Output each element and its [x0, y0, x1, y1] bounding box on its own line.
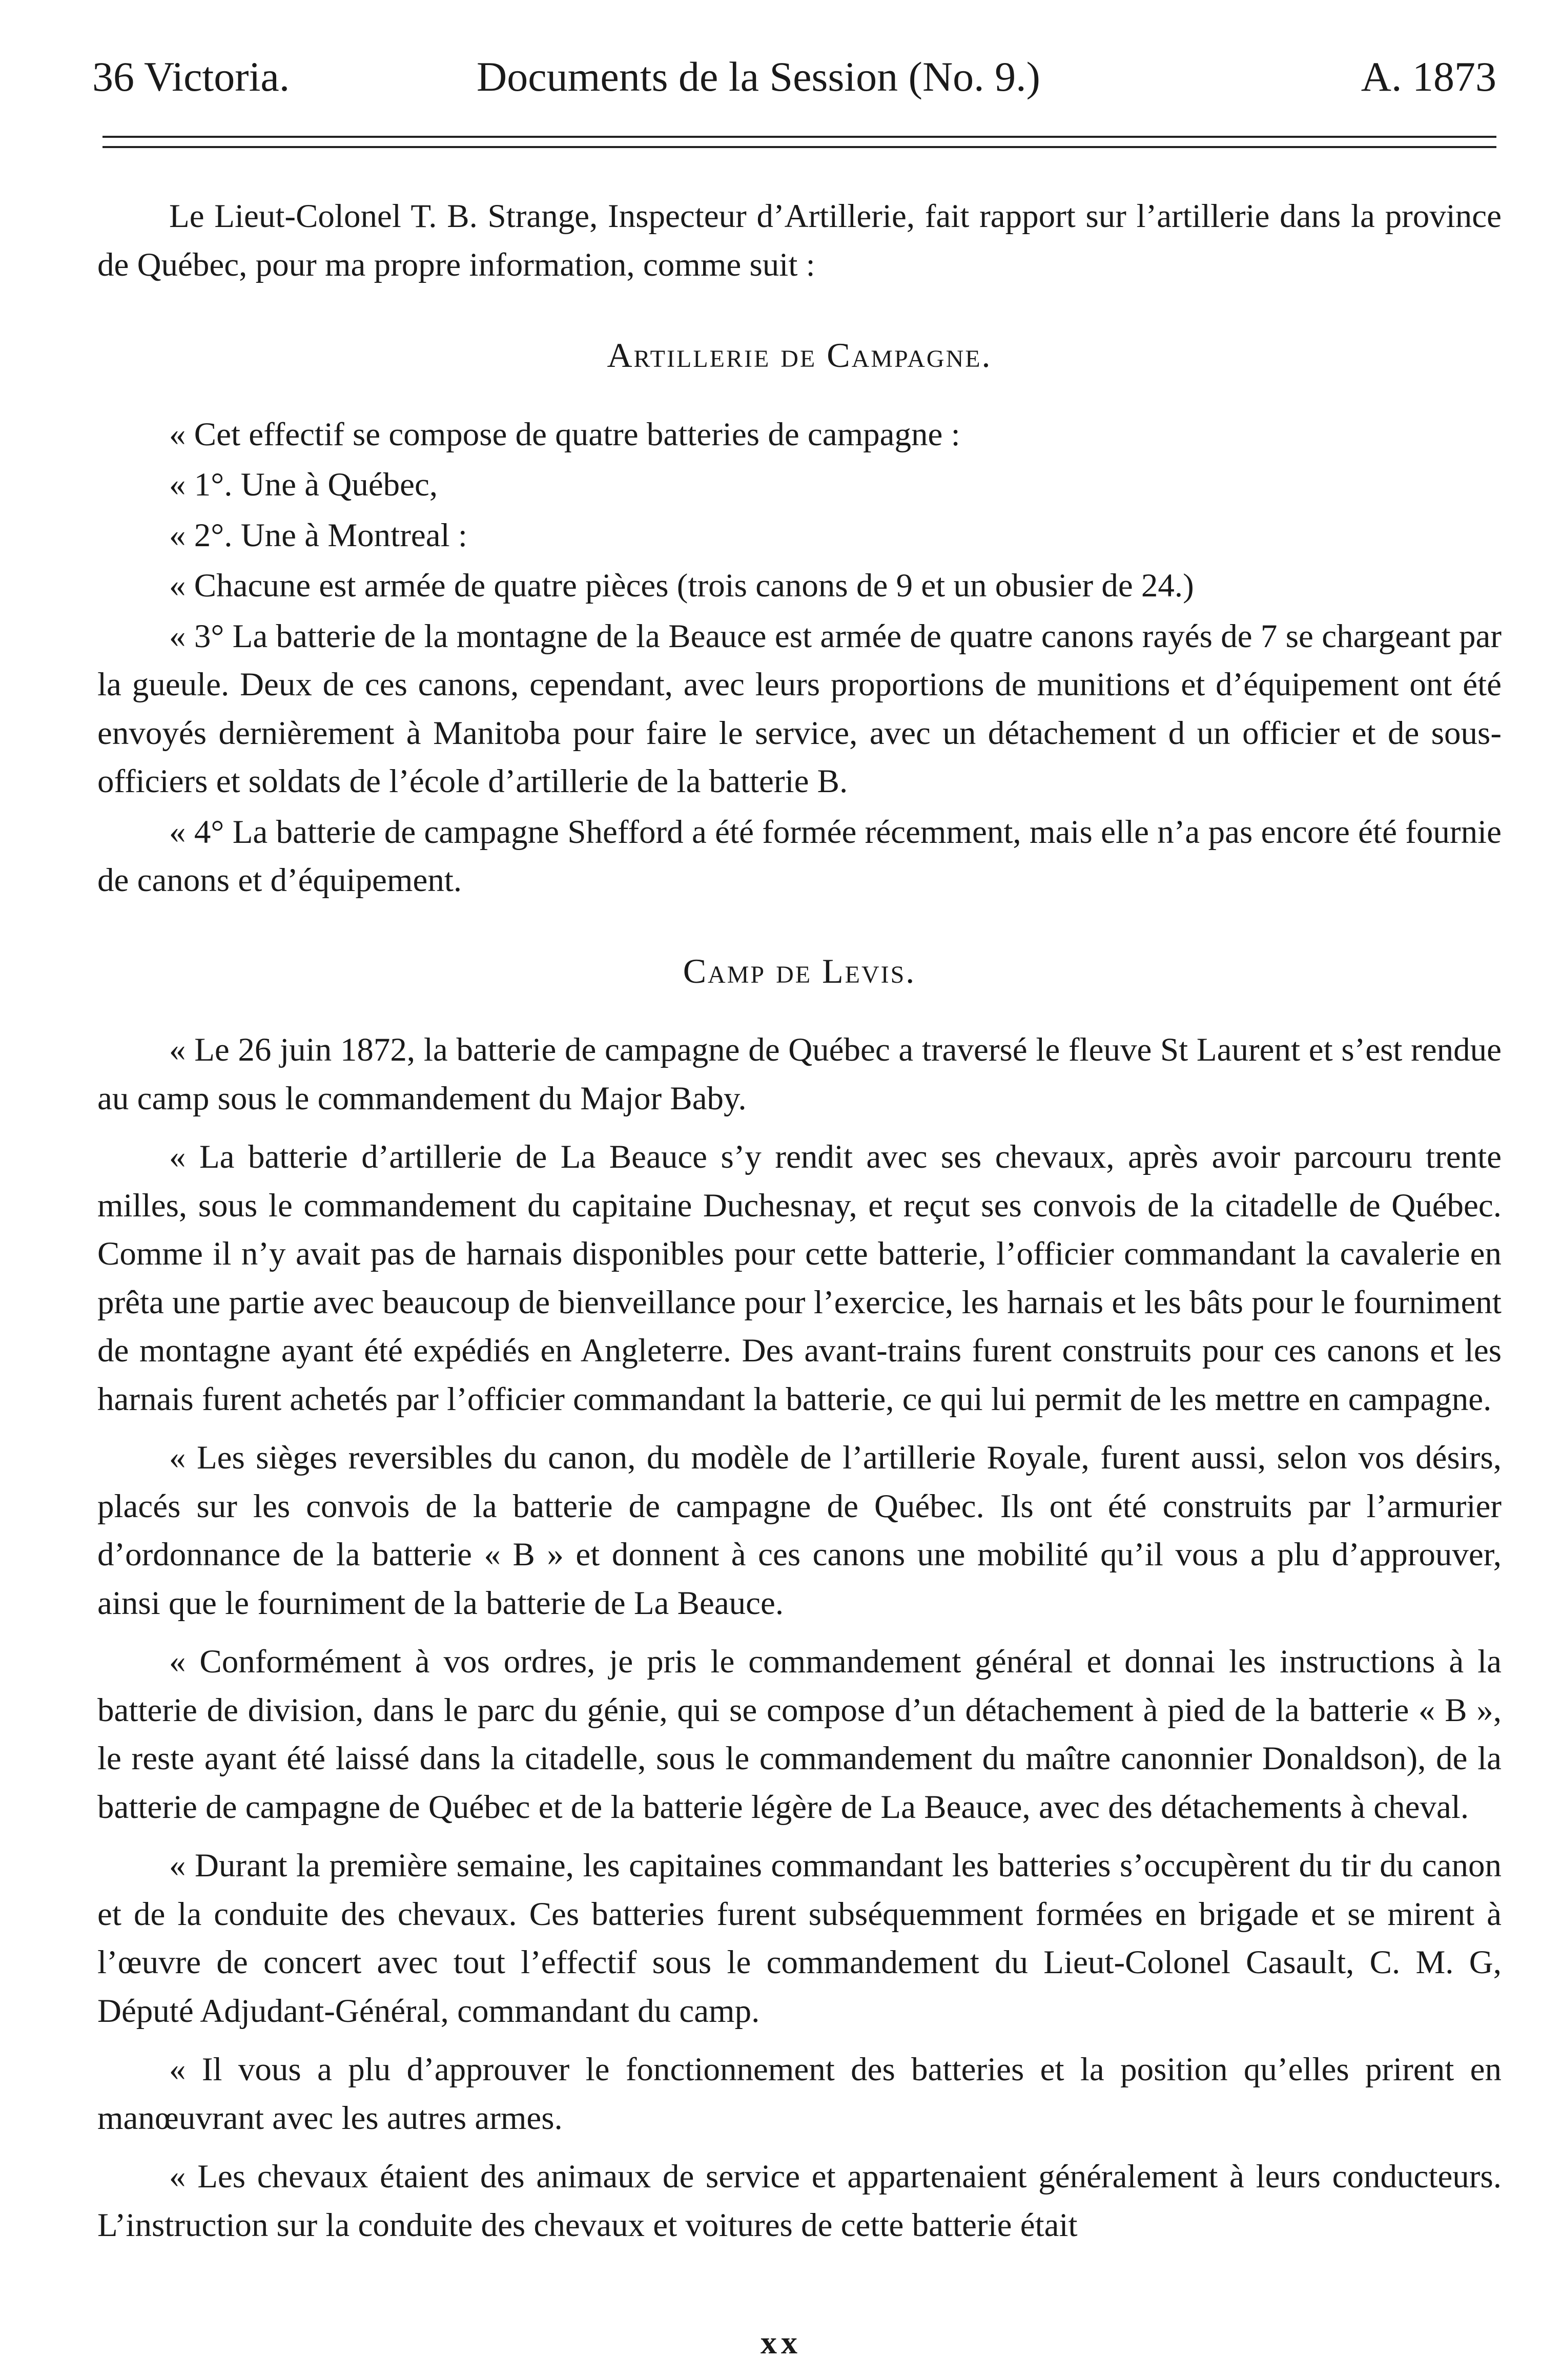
paragraph: « Il vous a plu d’approuver le fonctionnement des batteries et la position qu’elles prirent en manœuvrant avec les autres armes. — [97, 2051, 1502, 2137]
paragraph: « Conformément à vos ordres, je pris le commandement général et donnai les instructions à la batterie de division, dans le parc du génie, qui se compose d’un détachement à pied de la batterie « B », le reste ayant été laissé dans la citadelle, sous le commandement du maître canonnier Donaldson), de la batterie de campagne de Québec et de la batterie légère de La Beauce, avec des détachements à cheval. — [97, 1643, 1502, 1826]
list-item: « 1°. Une à Québec, — [169, 466, 438, 503]
paragraph: « 3° La batterie de la montagne de la Beauce est armée de quatre canons rayés de 7 se chargeant par la gueule. Deux de ces canons, cependant, avec leurs proportions de munitions et d’équipement ont été envoyés dernièrement à Manitoba pour faire le service, avec un détachement d un officier et de sous-officiers et soldats de l’école d’artillerie de la batterie B. — [97, 617, 1502, 800]
list-item: « Chacune est armée de quatre pièces (trois canons de 9 et un obusier de 24.) — [169, 567, 1194, 604]
page-number: xx — [761, 2324, 801, 2361]
header-volume: 36 Victoria. — [92, 53, 290, 100]
running-header — [87, 49, 1496, 105]
header-rule-top — [102, 136, 1496, 138]
header-title: Documents de la Session (No. 9.) — [477, 53, 1040, 100]
list-item: « Cet effectif se compose de quatre batteries de campagne : — [169, 416, 960, 453]
paragraph: « La batterie d’artillerie de La Beauce s’y rendit avec ses chevaux, après avoir parcouru trente milles, sous le commandement du capitaine Duchesnay, et reçut ses convois de la citadelle de Québec. Comme il n’y avait pas de harnais disponibles pour cette batterie, l’officier commandant la cavalerie en prêta une partie avec beaucoup de bienveillance pour l’exercice, les harnais et les bâts pour le fourniment de montagne ayant été expédiés en Angleterre. Des avant-trains furent construits pour ces canons et les harnais furent achetés par l’officier commandant la batterie, ce qui lui permit de les mettre en campagne. — [97, 1139, 1502, 1418]
paragraph: « Le 26 juin 1872, la batterie de campagne de Québec a traversé le fleuve St Laurent et s’est rendue au camp sous le commandement du Major Baby. — [97, 1031, 1502, 1117]
paragraph: « 4° La batterie de campagne Shefford a été formée récemment, mais elle n’a pas encore été fournie de canons et d’équipement. — [97, 813, 1502, 899]
paragraph: « Les sièges reversibles du canon, du modèle de l’artillerie Royale, furent aussi, selon vos désirs, placés sur les convois de la batterie de campagne de Québec. Ils ont été construits par l’armurier d’ordonnance de la batterie « B » et donnent à ces canons une mobilité qu’il vous a plu d’approuver, ainsi que le fourniment de la batterie de La Beauce. — [97, 1439, 1502, 1622]
intro-paragraph: Le Lieut-Colonel T. B. Strange, Inspecteur d’Artillerie, fait rapport sur l’artillerie dans la province de Québec, pour ma propre information, comme suit : — [97, 198, 1502, 283]
header-rule-bottom — [102, 146, 1496, 148]
document-body — [97, 192, 1502, 2249]
header-year: A. 1873 — [1361, 53, 1496, 100]
list-item: « 2°. Une à Montreal : — [169, 516, 467, 554]
paragraph: « Durant la première semaine, les capitaines commandant les batteries s’occupèrent du tir du canon et de la conduite des chevaux. Ces batteries furent subséquemment formées en brigade et se mirent à l’œuvre de concert avec tout l’effectif sous le commandement du Lieut-Colonel Casault, C. M. G, Député Adjudant-Général, commandant du camp. — [97, 1847, 1502, 2030]
section-title-camp: Camp de Levis. — [683, 951, 916, 990]
paragraph: « Les chevaux étaient des animaux de service et appartenaient généralement à leurs conducteurs. L’instruction sur la conduite des chevaux et voitures de cette batterie était — [97, 2158, 1502, 2244]
section-title-artillerie: Artillerie de Campagne. — [607, 336, 992, 375]
